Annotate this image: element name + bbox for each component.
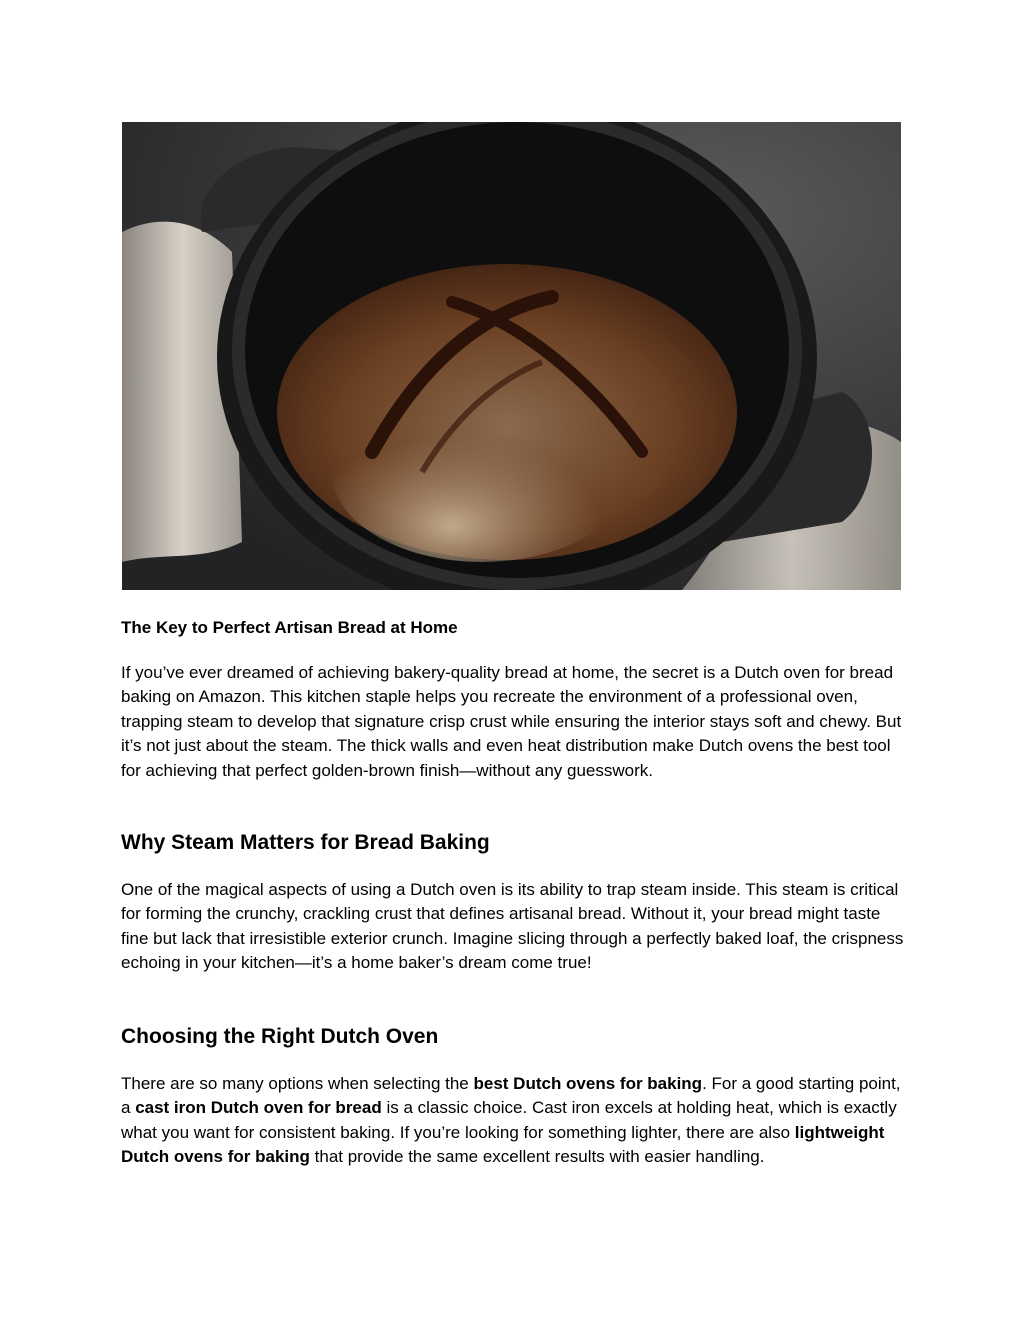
choosing-text-1: There are so many options when selecting the	[121, 1074, 474, 1093]
steam-paragraph: One of the magical aspects of using a Dutch oven is its ability to trap steam inside. This steam is critical for forming the crunchy, crackling crust that defines artisanal bread. Without it, your bread might taste fine but lack that irresistible exterior crunch. Imagine slicing through a perfectly baked loaf, the crispness echoing in your kitchen—it’s a home baker’s dream come true!	[121, 880, 904, 973]
keyword-cast-iron: cast iron Dutch oven for bread	[135, 1098, 382, 1118]
choosing-text-3: is a classic choice. Cast iron excels at holding heat, which is exactly what you want for consistent baking. If you’re looking for something lighter, there are also	[121, 1098, 897, 1142]
section-title: The Key to Perfect Artisan Bread at Home	[121, 618, 458, 637]
bread-in-dutch-oven-icon	[122, 122, 901, 590]
steam-heading: Why Steam Matters for Bread Baking	[121, 831, 490, 854]
intro-paragraph: If you’ve ever dreamed of achieving bakery-quality bread at home, the secret is a Dutch oven for bread baking on Amazon. This kitchen staple helps you recreate the environment of a professional oven, trapping steam to develop that signature crisp crust while ensuring the interior stays soft and chewy. But it’s not just about the steam. The thick walls and even heat distribution make Dutch ovens the best tool for achieving that perfect golden-brown finish—without any guesswork.	[121, 663, 902, 780]
choosing-paragraph	[121, 1072, 911, 1170]
choosing-heading: Choosing the Right Dutch Oven	[121, 1025, 439, 1048]
keyword-lightweight: lightweight Dutch ovens for baking	[121, 1122, 885, 1167]
choosing-text-4: that provide the same excellent results with easier handling.	[309, 1147, 765, 1167]
bread-in-dutch-oven-photo	[122, 122, 901, 590]
choosing-text-2: . For a good starting point, a	[121, 1074, 901, 1118]
keyword-best-dutch-ovens: best Dutch ovens for baking	[473, 1074, 703, 1093]
